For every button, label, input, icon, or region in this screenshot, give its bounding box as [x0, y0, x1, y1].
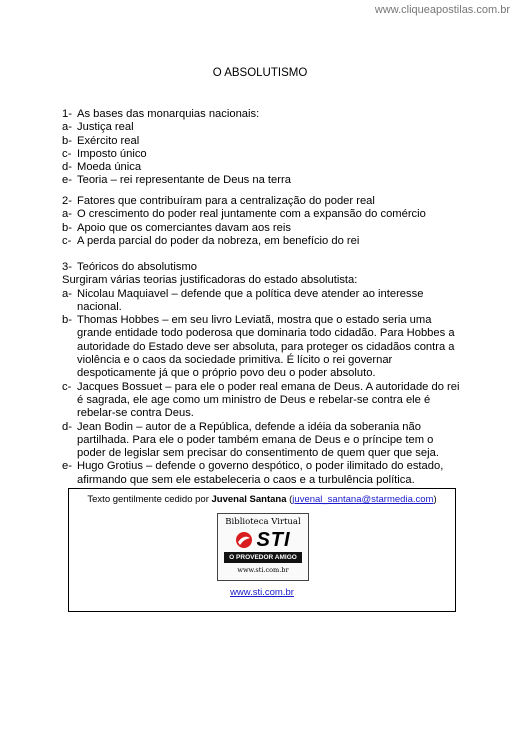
close-paren: ): [433, 494, 437, 505]
item-text: Apoio que os comerciantes davam aos reis: [77, 221, 291, 234]
credit-url-row: [69, 587, 455, 598]
list-marker: a-: [62, 121, 72, 134]
item-text: Moeda única: [77, 161, 142, 174]
section-fatores: [62, 195, 462, 248]
list-item: [62, 208, 462, 221]
logo-top-text: Biblioteca Virtual: [225, 517, 301, 527]
item-text: Thomas Hobbes – em seu livro Leviatã, mostra que o estado seria uma grande entidade todo poderosa que dominaria todo cidadão. Para Hobbes a autoridade do Estado deve ser absoluta, para proteger os cidadãos contra a violência e o caos da sociedade primitiva. É lícito o rei governar despoticamente já que o próprio povo deu o poder absoluto.: [77, 314, 455, 380]
list-item: [62, 381, 462, 421]
section-heading: [62, 108, 462, 121]
page-title: O ABSOLUTISMO: [212, 67, 308, 79]
heading-text: As bases das monarquias nacionais:: [77, 108, 260, 120]
section-bases: [62, 108, 462, 188]
sti-logo[interactable]: [217, 513, 309, 581]
list-item: [62, 148, 462, 161]
section-intro: Surgiram várias teorias justificadoras do estado absolutista:: [62, 274, 358, 287]
list-item: [62, 135, 462, 148]
heading-text: Teóricos do absolutismo: [77, 261, 198, 273]
list-marker: c-: [62, 147, 72, 160]
list-marker: b-: [62, 134, 72, 147]
sti-swoosh-icon: [235, 531, 253, 549]
list-marker: a-: [62, 208, 72, 221]
logo-brand: STI: [256, 528, 291, 551]
list-marker: 3-: [62, 261, 72, 273]
list-marker: c-: [62, 380, 72, 393]
section-heading: [62, 195, 462, 208]
item-text: Nicolau Maquiavel – defende que a política deve atender ao interesse nacional.: [77, 287, 424, 313]
item-text: Jacques Bossuet – para ele o poder real emana de Deus. A autoridade do rei é sagrada, ele age como um ministro de Deus e rebelar-se contra ele é rebelar-se contra Deus.: [77, 380, 460, 420]
list-marker: 1-: [62, 108, 72, 120]
list-item: [62, 161, 462, 174]
section-teoricos: [62, 261, 462, 487]
item-text: A perda parcial do poder da nobreza, em benefício do rei: [77, 234, 360, 247]
logo-tagline-bar: O PROVEDOR AMIGO: [224, 552, 302, 563]
list-item: [62, 174, 462, 187]
list-item: [62, 314, 462, 380]
credit-author: Juvenal Santana: [211, 494, 287, 505]
item-text: Jean Bodin – autor de a República, defende a idéia da soberania não partilhada. Para ele o poder também emana de Deus e o príncipe tem o poder de legislar sem precisar do consentimento de quem quer que seja.: [77, 420, 439, 460]
credit-box: [68, 488, 456, 612]
list-item: [62, 460, 462, 487]
item-text: Imposto único: [77, 147, 147, 160]
logo-brand-row: [222, 530, 304, 550]
list-item: [62, 235, 462, 248]
item-text: Justiça real: [77, 121, 134, 134]
list-marker: e-: [62, 460, 72, 473]
section-heading: [62, 261, 462, 274]
list-marker: e-: [62, 174, 72, 187]
list-item: [62, 288, 462, 315]
list-marker: d-: [62, 420, 72, 433]
list-item: [62, 121, 462, 134]
open-paren: (: [286, 494, 293, 505]
list-marker: b-: [62, 314, 72, 327]
list-marker: d-: [62, 161, 72, 174]
credit-prefix: Texto gentilmente cedido por: [87, 494, 212, 505]
list-item: [62, 421, 462, 461]
credit-line: [69, 494, 455, 505]
item-text: O crescimento do poder real juntamente com a expansão do comércio: [77, 208, 426, 221]
watermark: www.cliqueapostilas.com.br: [374, 4, 510, 16]
sti-url-link[interactable]: www.sti.com.br: [230, 587, 294, 598]
logo-url-text: www.sti.com.br: [237, 566, 289, 574]
heading-text: Fatores que contribuíram para a centralização do poder real: [77, 195, 375, 207]
list-marker: a-: [62, 287, 72, 300]
credit-email-link[interactable]: juvenal_santana@starmedia.com: [292, 494, 434, 505]
list-item: [62, 222, 462, 235]
list-marker: c-: [62, 234, 72, 247]
item-text: Exército real: [77, 134, 140, 147]
list-marker: 2-: [62, 195, 72, 207]
list-marker: b-: [62, 221, 72, 234]
item-text: Teoria – rei representante de Deus na terra: [77, 174, 291, 187]
item-text: Hugo Grotius – defende o governo despótico, o poder ilimitado do estado, afirmando que sem ele estabeleceria o caos e a turbulência política.: [77, 460, 444, 486]
